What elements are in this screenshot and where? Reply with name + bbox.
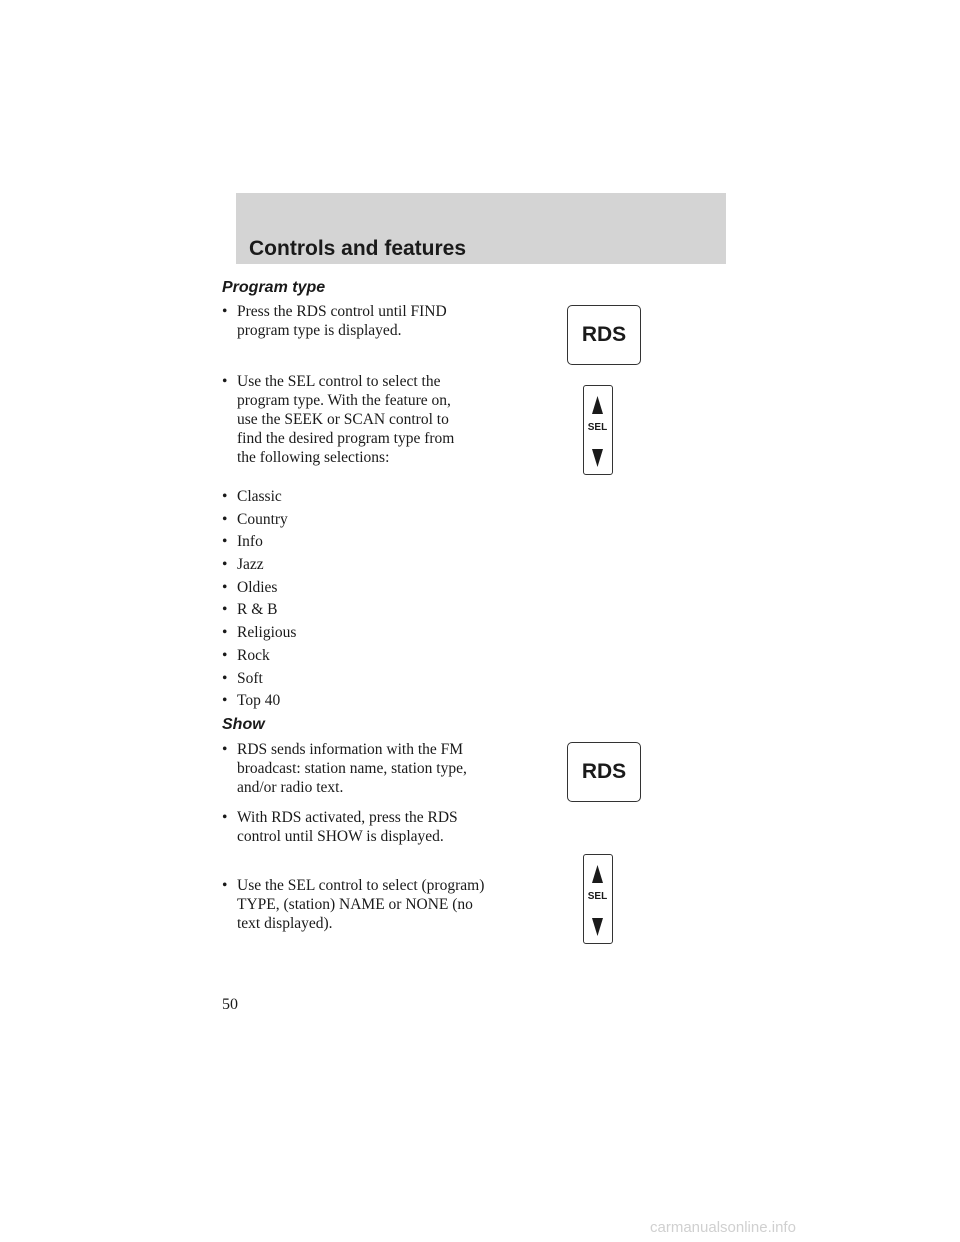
program-type-bullet-1: • Press the RDS control until FIND program type is displayed.: [222, 303, 447, 339]
rds-button-illustration: RDS: [567, 305, 641, 365]
sel-button-illustration: [583, 854, 613, 944]
list-item: • Info: [222, 533, 263, 551]
list-item: • Jazz: [222, 556, 264, 574]
section-header: [236, 193, 726, 264]
list-item: • Country: [222, 510, 288, 528]
section-title: Controls and features: [249, 237, 467, 260]
program-type-bullet-2: • Use the SEL control to select the program type. With the feature on, use the SEEK or SCAN control to find the desired program type from the following selections:: [222, 373, 455, 466]
sel-label: SEL: [587, 891, 608, 902]
page-number: 50: [222, 996, 238, 1013]
list-item: • Oldies: [222, 578, 278, 596]
program-type-selection-list: [222, 487, 492, 714]
list-item: • Classic: [222, 488, 282, 505]
list-item: • Soft: [222, 669, 263, 687]
list-item: • R & B: [222, 601, 278, 619]
sel-label: SEL: [587, 422, 608, 433]
list-item: • Rock: [222, 646, 270, 664]
program-type-heading: Program type: [222, 279, 326, 296]
list-item: • Religious: [222, 624, 297, 642]
show-heading: Show: [222, 716, 265, 733]
sel-button-illustration: [583, 385, 613, 475]
rds-button-illustration: RDS: [567, 742, 641, 802]
watermark: carmanualsonline.info: [650, 1219, 796, 1236]
show-bullet-2: • With RDS activated, press the RDS control until SHOW is displayed.: [222, 809, 458, 845]
show-bullet-3: • Use the SEL control to select (program) TYPE, (station) NAME or NONE (no text displayed).: [222, 877, 485, 932]
list-item: • Top 40: [222, 692, 281, 710]
show-bullet-1: • RDS sends information with the FM broadcast: station name, station type, and/or radio text.: [222, 741, 467, 796]
